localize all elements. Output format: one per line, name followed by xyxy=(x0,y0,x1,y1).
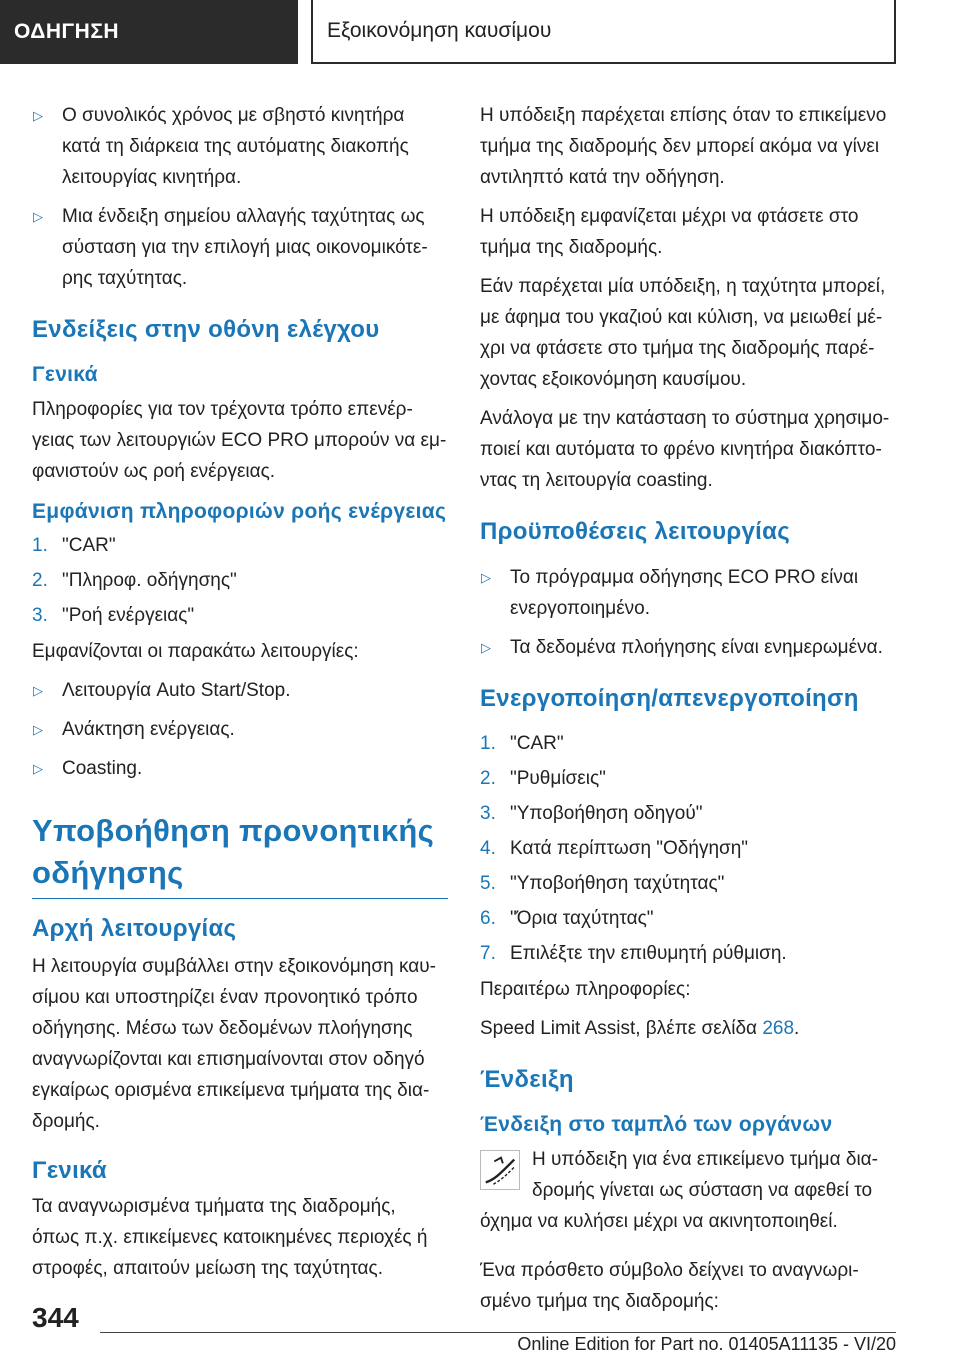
list-item: ▷ Coasting. xyxy=(32,753,448,784)
list-item: ▷ Ανάκτηση ενέργειας. xyxy=(32,714,448,745)
cluster-note xyxy=(480,1144,896,1245)
footer-divider xyxy=(100,1332,896,1333)
list-item: ▷ Ο συνολικός χρόνος με σβηστό κινητήρα κατά τη διάρκεια της αυτόματης διακοπής λειτουργίας κινητήρα. xyxy=(32,100,448,193)
bullet-triangle-icon: ▷ xyxy=(33,761,43,776)
paragraph: Η υπόδειξη εμφανίζεται μέχρι να φτάσετε στο τμήμα της διαδρομής. xyxy=(480,206,859,258)
curve-ahead-icon xyxy=(480,1150,520,1190)
heading-principle: Αρχή λειτουργίας xyxy=(32,915,237,942)
right-column xyxy=(480,100,896,1325)
paragraph: Η λειτουργία συμβάλλει στην εξοικονόμηση καυ-σίμου και υποστηρίζει έναν προνοητικό τρόπο οδήγησης. Μέσω των δεδομένων πλοήγησης αναγνωρίζονται και επισημαίνονται στον οδηγό εγκαίρως ορισμένα επικείμενα τμήματα της δια-δρομής. xyxy=(32,956,436,1132)
step-item: 2. "Ρυθμίσεις" xyxy=(480,768,606,789)
step-item: 7. Επιλέξτε την επιθυμητή ρύθμιση. xyxy=(480,943,787,964)
paragraph: Περαιτέρω πληροφορίες: xyxy=(480,979,691,1000)
heading-instrument-cluster: Ένδειξη στο ταμπλό των οργάνων xyxy=(480,1113,833,1136)
bullet-triangle-icon: ▷ xyxy=(33,683,43,698)
paragraph: Ανάλογα με την κατάσταση το σύστημα χρησιμο-ποιεί και αυτόματα το φρένο κινητήρα διακόπτο-ντας τη λειτουργία coasting. xyxy=(480,408,890,491)
paragraph: Ένα πρόσθετο σύμβολο δείχνει το αναγνωρι-σμένο τμήμα της διαδρομής: xyxy=(480,1260,859,1312)
section-label: ΟΔΗΓΗΣΗ xyxy=(0,0,298,64)
bullet-triangle-icon: ▷ xyxy=(481,570,491,585)
list-item: ▷ Λειτουργία Auto Start/Stop. xyxy=(32,675,448,706)
bullet-triangle-icon: ▷ xyxy=(33,108,43,123)
step-item: 3. "Υποβοήθηση οδηγού" xyxy=(480,803,703,824)
step-item: 1. "CAR" xyxy=(32,535,116,556)
paragraph: Η υπόδειξη για ένα επικείμενο τμήμα δια-δρομής γίνεται ως σύσταση να αφεθεί το όχημα να κυλήσει μέχρι να ακινητοποιηθεί. xyxy=(480,1149,878,1232)
footer-edition: Online Edition for Part no. 01405A11135 - VI/20 xyxy=(517,1334,896,1354)
step-item: 4. Κατά περίπτωση "Οδήγηση" xyxy=(480,838,749,859)
left-column xyxy=(32,100,448,1292)
list-item: ▷ Το πρόγραμμα οδήγησης ECO PRO είναι ενεργοποιημένο. xyxy=(480,562,896,624)
heading-general: Γενικά xyxy=(32,1157,107,1184)
step-item: 1. "CAR" xyxy=(480,733,564,754)
heading-control-display: Ενδείξεις στην οθόνη ελέγχου xyxy=(32,316,380,343)
list-item: ▷ Μια ένδειξη σημείου αλλαγής ταχύτητας ως σύσταση για την επιλογή μιας οικονομικότε-ρης ταχύτητας. xyxy=(32,201,448,294)
paragraph: Εάν παρέχεται μία υπόδειξη, η ταχύτητα μπορεί, με άφημα του γκαζιού και κύλιση, να μειωθεί μέ-χρι να φτάσετε στο τμήμα της διαδρομής παρέ-χοντας εξοικονόμηση καυσίμου. xyxy=(480,276,886,390)
step-item: 6. "Όρια ταχύτητας" xyxy=(480,908,654,929)
heading-general: Γενικά xyxy=(32,363,98,386)
page-number: 344 xyxy=(32,1302,79,1333)
step-item: 2. "Πληροφ. οδήγησης" xyxy=(32,570,237,591)
page-link[interactable]: 268 xyxy=(762,1018,795,1039)
paragraph: Πληροφορίες για τον τρέχοντα τρόπο επενέρ-γειας των λειτουργιών ECO PRO μπορούν να εμ-φανιστούν ως ροή ενέργειας. xyxy=(32,399,447,482)
heading-predictive-assist: Υποβοήθηση προνοητικής οδήγησης xyxy=(32,810,448,899)
step-item: 5. "Υποβοήθηση ταχύτητας" xyxy=(480,873,725,894)
bullet-triangle-icon: ▷ xyxy=(33,722,43,737)
list-item: ▷ Τα δεδομένα πλοήγησης είναι ενημερωμένα. xyxy=(480,632,896,663)
page-header xyxy=(0,0,960,66)
chapter-title: Εξοικονόμηση καυσίμου xyxy=(311,0,896,64)
heading-energy-flow: Εμφάνιση πληροφοριών ροής ενέργειας xyxy=(32,500,447,523)
paragraph: Η υπόδειξη παρέχεται επίσης όταν το επικείμενο τμήμα της διαδρομής δεν μπορεί ακόμα να γίνει αντιληπτό κατά την οδήγηση. xyxy=(480,105,887,188)
heading-prerequisites: Προϋποθέσεις λειτουργίας xyxy=(480,518,790,545)
step-item: 3. "Ροή ενέργειας" xyxy=(32,605,195,626)
heading-activation: Ενεργοποίηση/απενεργοποίηση xyxy=(480,685,859,712)
paragraph: Τα αναγνωρισμένα τμήματα της διαδρομής, όπως π.χ. επικείμενες κατοικημένες περιοχές ή στροφές, απαιτούν μείωση της ταχύτητας. xyxy=(32,1196,428,1279)
heading-indication: Ένδειξη xyxy=(480,1066,574,1093)
bullet-triangle-icon: ▷ xyxy=(33,209,43,224)
paragraph: Speed Limit Assist, βλέπε σελίδα 268. xyxy=(480,1018,800,1039)
bullet-triangle-icon: ▷ xyxy=(481,640,491,655)
paragraph: Εμφανίζονται οι παρακάτω λειτουργίες: xyxy=(32,641,359,662)
